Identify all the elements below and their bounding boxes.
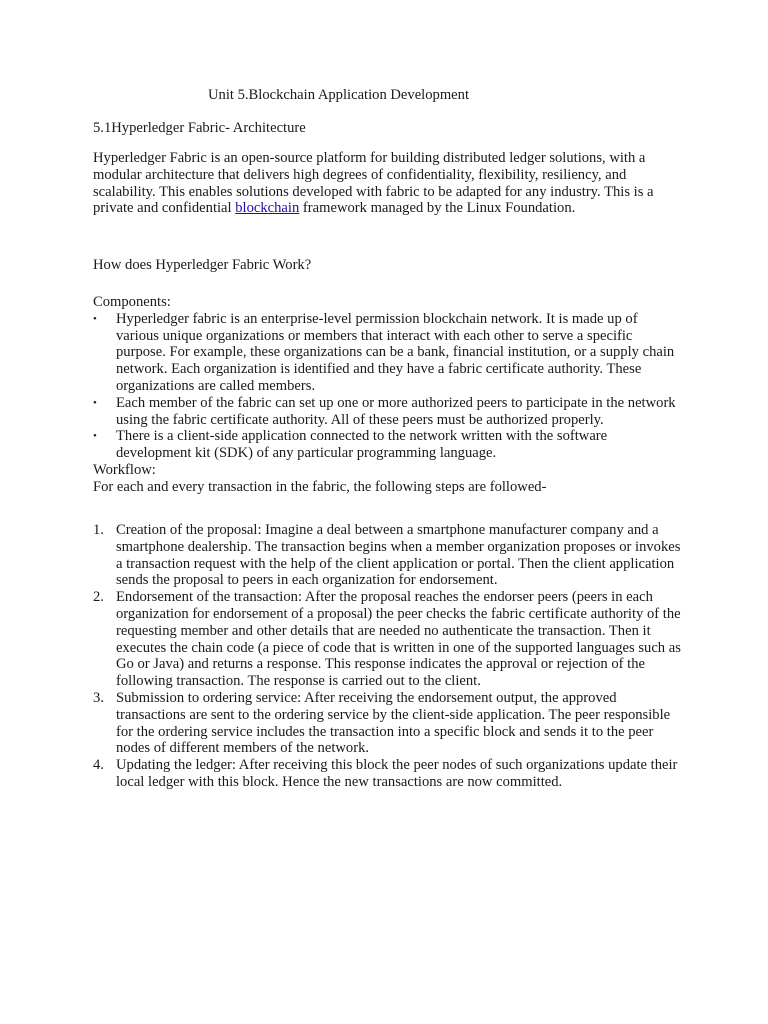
workflow-intro: For each and every transaction in the fabric, the following steps are followed- — [93, 478, 547, 495]
step-text: Endorsement of the transaction: After the proposal reaches the endorser peers (peers in each organization for endorsement of a proposal) the peer checks the fabric certificate authority of the requesting member and other details that are needed no authenticate the transaction. Then it executes the chain code (a piece of code that is written in one of the supported languages such as Go or Java) and returns a response. This response indicates the approval or rejection of the following transaction. The response is carried out to the client. — [116, 589, 681, 690]
list-item — [93, 311, 683, 395]
question-heading: How does Hyperledger Fabric Work? — [93, 257, 312, 273]
list-item — [93, 690, 683, 757]
workflow-steps-list — [93, 522, 683, 791]
step-number: 3. — [93, 689, 104, 706]
components-list — [93, 311, 683, 462]
intro-text-before-link: Hyperledger Fabric is an open-source platform for building distributed ledger solutions, with a modular architecture that delivers high degrees of confidentiality, flexibility, resiliency, and scalability. This enables solutions developed with fabric to be adapted for any industry. This is a private and confidential — [93, 150, 654, 217]
step-number: 1. — [93, 522, 104, 538]
step-number: 4. — [93, 757, 104, 774]
list-item — [93, 522, 683, 589]
components-label: Components: — [93, 294, 171, 310]
bullet-icon: • — [93, 430, 97, 443]
list-item-text: Each member of the fabric can set up one or more authorized peers to participate in the network using the fabric certificate authority. All of these peers must be authorized properly. — [116, 394, 676, 428]
step-text: Creation of the proposal: Imagine a deal between a smartphone manufacturer company and a smartphone dealership. The transaction begins when a member organization proposes or invokes a transaction request with the help of the client application or portal. Then the client application sends the proposal to peers in each organization for endorsement. — [116, 522, 681, 589]
list-item — [93, 395, 683, 429]
list-item — [93, 757, 683, 791]
step-number: 2. — [93, 589, 104, 606]
list-item — [93, 589, 683, 690]
bullet-icon: • — [93, 312, 97, 325]
list-item-text: Hyperledger fabric is an enterprise-level permission blockchain network. It is made up of various unique organizations or members that interact with each other to serve a specific purpose. For example, these organizations can be a bank, financial institution, or a supply chain network. Each organization is identified and they have a fabric certificate authority. These organizations are called members. — [116, 310, 675, 394]
intro-paragraph — [93, 150, 668, 217]
step-text: Updating the ledger: After receiving this block the peer nodes of such organizations update their local ledger with this block. Hence the new transactions are now committed. — [116, 757, 678, 790]
components-section — [93, 294, 683, 496]
document-title: Unit 5.Blockchain Application Development — [208, 87, 470, 103]
intro-text-after-link: framework managed by the Linux Foundation. — [299, 200, 576, 217]
list-item — [93, 428, 683, 462]
blockchain-link[interactable]: blockchain — [235, 200, 300, 217]
workflow-label: Workflow: — [93, 461, 156, 478]
step-text: Submission to ordering service: After receiving the endorsement output, the approved transactions are sent to the ordering service by the client-side application. The peer responsible for the ordering service includes the transaction into a specific block and sends it to the peer nodes of different members of the network. — [116, 689, 671, 757]
bullet-icon: • — [93, 396, 97, 409]
section-heading: 5.1Hyperledger Fabric- Architecture — [93, 120, 306, 136]
list-item-text: There is a client-side application connected to the network written with the software development kit (SDK) of any particular programming language. — [116, 428, 608, 462]
